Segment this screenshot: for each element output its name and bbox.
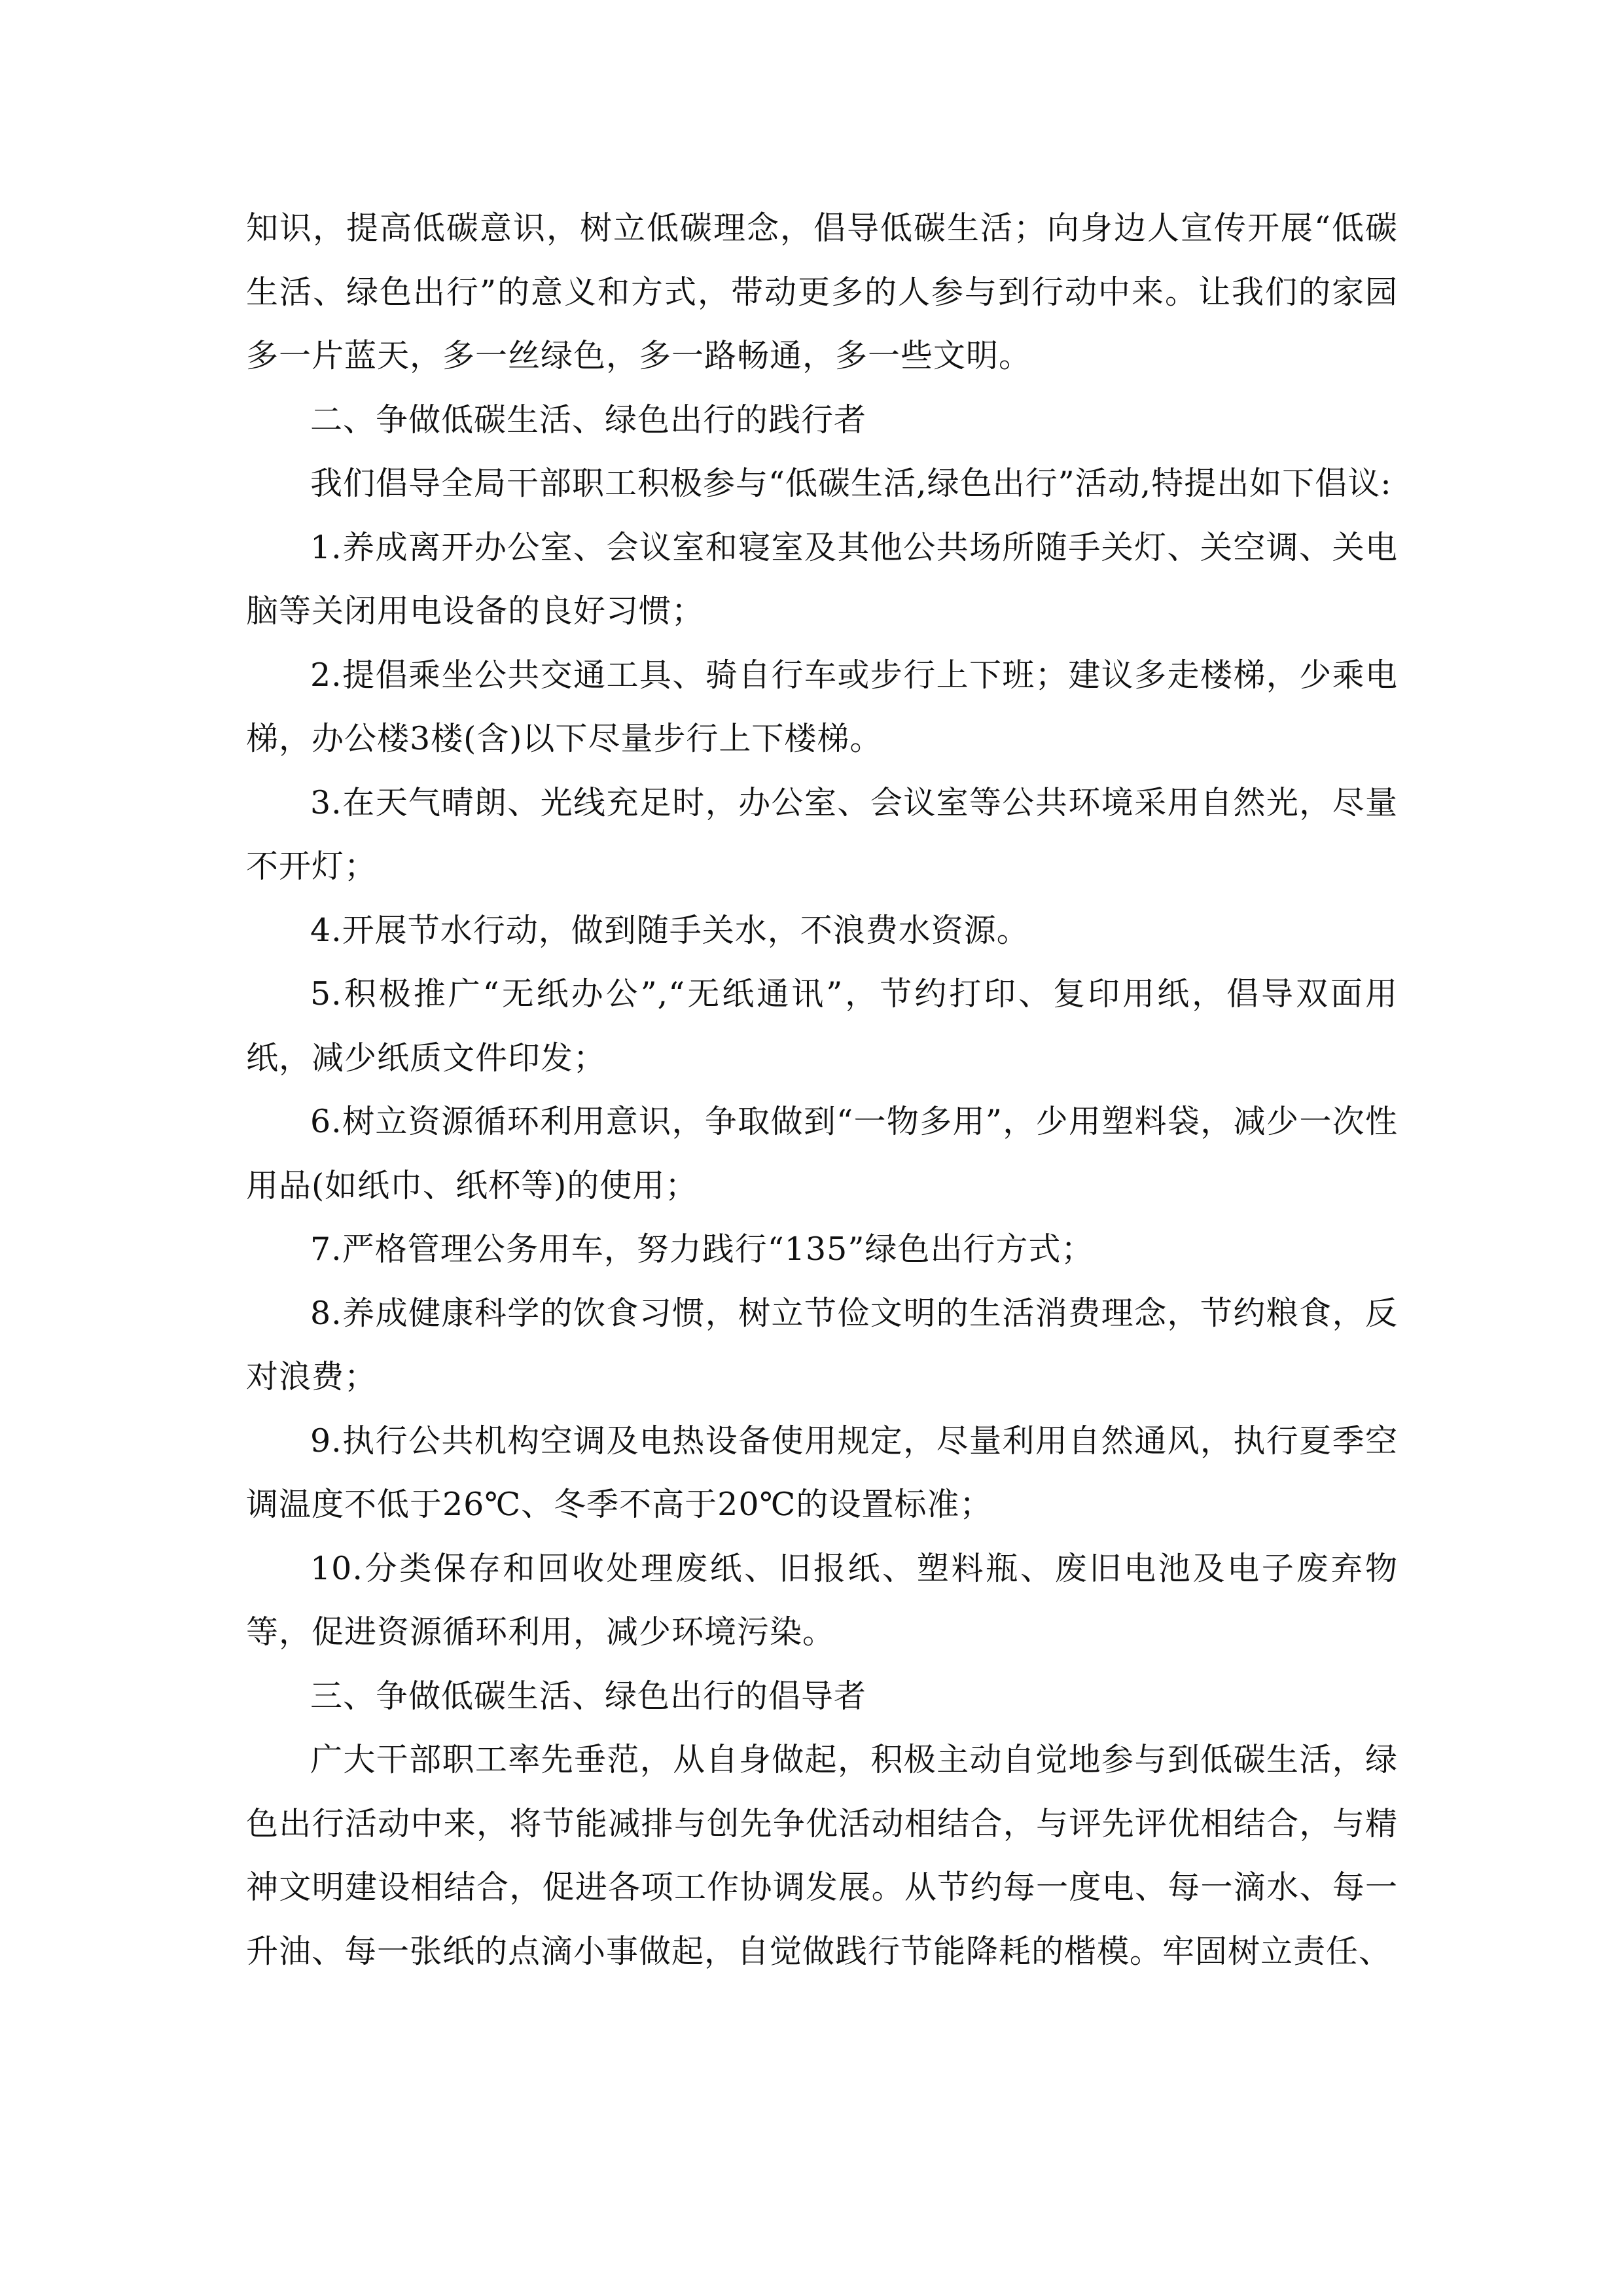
list-item-3: 3.在天气晴朗、光线充足时，办公室、会议室等公共环境采用自然光，尽量不开灯； (246, 783, 1398, 885)
paragraph-intro-continued: 知识，提高低碳意识，树立低碳理念，倡导低碳生活；向身边人宣传开展“低碳生活、绿色出行”的意义和方式，带动更多的人参与到行动中来。让我们的家园多一片蓝天，多一丝绿色，多一路畅通，多一些文明。 (246, 209, 1398, 374)
list-item-4: 4.开展节水行动，做到随手关水，不浪费水资源。 (310, 911, 1029, 949)
list-item-2: 2.提倡乘坐公共交通工具、骑自行车或步行上下班；建议多走楼梯，少乘电梯，办公楼3楼(含)以下尽量步行上下楼梯。 (246, 656, 1398, 757)
list-item-6: 6.树立资源循环利用意识，争取做到“一物多用”，少用塑料袋，减少一次性用品(如纸巾、纸杯等)的使用； (246, 1103, 1398, 1204)
section-heading-2: 二、争做低碳生活、绿色出行的践行者 (310, 401, 867, 439)
section-heading-3: 三、争做低碳生活、绿色出行的倡导者 (310, 1677, 867, 1715)
list-item-8: 8.养成健康科学的饮食习惯，树立节俭文明的生活消费理念，节约粮食，反对浪费； (246, 1294, 1398, 1395)
list-item-1: 1.养成离开办公室、会议室和寝室及其他公共场所随手关灯、关空调、关电脑等关闭用电设备的良好习惯； (246, 528, 1398, 630)
list-item-10: 10.分类保存和回收处理废纸、旧报纸、塑料瓶、废旧电池及电子废弃物等，促进资源循环利用，减少环境污染。 (246, 1549, 1398, 1651)
list-item-5: 5.积极推广“无纸办公”,“无纸通讯”，节约打印、复印用纸，倡导双面用纸，减少纸质文件印发； (246, 975, 1398, 1077)
paragraph-proposal-intro: 我们倡导全局干部职工积极参与“低碳生活,绿色出行”活动,特提出如下倡议: (310, 465, 1392, 502)
list-item-7: 7.严格管理公务用车，努力践行“135”绿色出行方式； (310, 1230, 1094, 1268)
list-item-9: 9.执行公共机构空调及电热设备使用规定，尽量利用自然通风，执行夏季空调温度不低于26℃、冬季不高于20℃的设置标准； (246, 1422, 1398, 1523)
document-body (246, 196, 1398, 1983)
paragraph-advocacy: 广大干部职工率先垂范，从自身做起，积极主动自觉地参与到低碳生活，绿色出行活动中来，将节能减排与创先争优活动相结合，与评先评优相结合，与精神文明建设相结合，促进各项工作协调发展。从节约每一度电、每一滴水、每一升油、每一张纸的点滴小事做起，自觉做践行节能降耗的楷模。牢固树立责任、 (246, 1741, 1398, 1970)
